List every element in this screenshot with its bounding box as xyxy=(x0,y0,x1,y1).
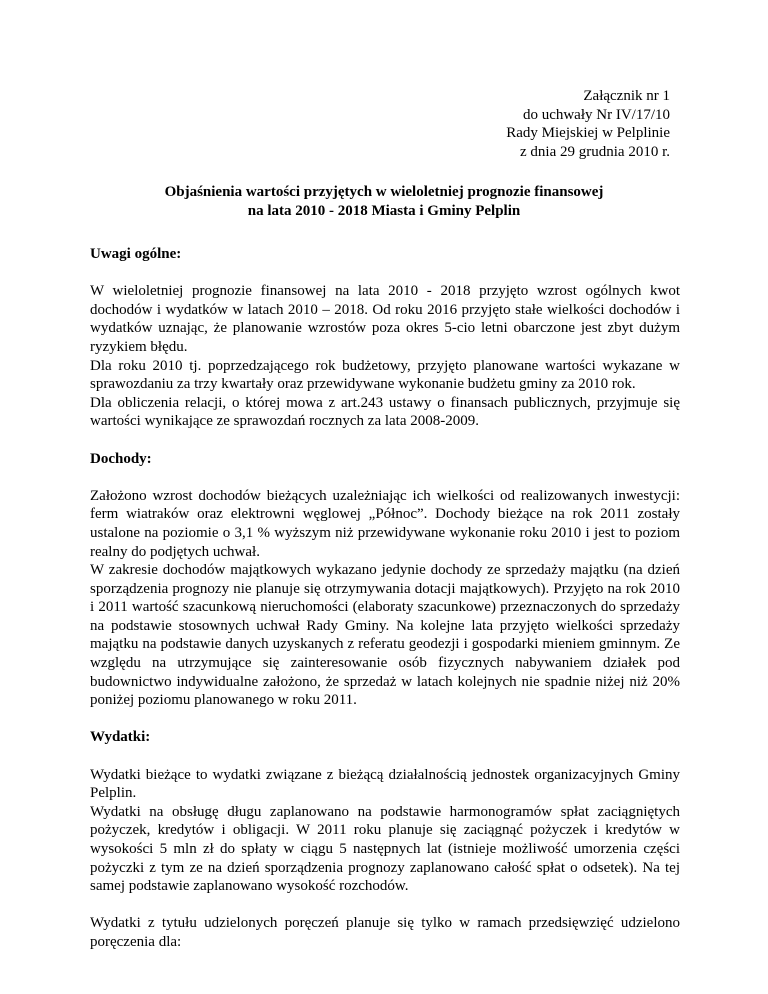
spacer xyxy=(90,468,680,487)
spacer xyxy=(90,710,680,729)
section-expenditures xyxy=(90,728,680,951)
paragraph: Dla obliczenia relacji, o której mowa z art.243 ustawy o finansach publicznych, przyjmuje się wartości wynikające ze sprawozdań rocznych za lata 2008-2009. xyxy=(90,394,680,430)
section-income xyxy=(90,450,680,710)
council-name: Rady Miejskiej w Pelplinie xyxy=(506,125,670,142)
paragraph: Wydatki bieżące to wydatki związane z bieżącą działalnością jednostek organizacyjnych Gminy Pelplin. xyxy=(90,766,680,802)
attachment-header xyxy=(506,87,670,161)
document-body xyxy=(90,245,680,952)
title-line-2: na lata 2010 - 2018 Miasta i Gminy Pelplin xyxy=(247,202,521,219)
section-heading: Wydatki: xyxy=(90,729,151,746)
spacer xyxy=(90,431,680,450)
attachment-number: Załącznik nr 1 xyxy=(583,88,670,104)
resolution-date: z dnia 29 grudnia 2010 r. xyxy=(520,143,670,160)
section-heading: Uwagi ogólne: xyxy=(90,246,182,262)
spacer xyxy=(90,896,680,915)
paragraph: W zakresie dochodów majątkowych wykazano jedynie dochody ze sprzedaży majątku (na dzień sporządzenia prognozy nie planuje się otrzymywania dotacji majątkowych). Przyjęto na rok 2010 i 2011 wartość szacunkową nieruchomości (elaboraty szacunkowe) przeznaczonych do sprzedaży na podstawie stosownych uchwał Rady Gminy. Na kolejne lata przyjęto wielkości sprzedaży majątku na podstawie danych uzyskanych z referatu geodezji i gospodarki mieniem gminnym. Ze względu na utrzymujące się zainteresowanie osób fizycznych nabywaniem działek pod budownictwo indywidualne założono, że sprzedaż w latach kolejnych nie spadnie niżej niż 20% poniżej poziomu planowanego w roku 2011. xyxy=(90,562,680,709)
paragraph: Założono wzrost dochodów bieżących uzależniając ich wielkości od realizowanych inwestycji: ferm wiatraków oraz elektrowni węglowej „Północ”. Dochody bieżące na rok 2011 zostały ustalone na poziomie o 3,1 % wyższym niż przewidywane wykonanie roku 2010 i jest to poziom realny do podjętych uchwał. xyxy=(90,487,680,560)
paragraph: Dla roku 2010 tj. poprzedzającego rok budżetowy, przyjęto planowane wartości wykazane w sprawozdaniu za trzy kwartały oraz przewidywane wykonanie budżetu gminy za 2010 rok. xyxy=(90,357,680,393)
spacer xyxy=(90,747,680,766)
paragraph: Wydatki z tytułu udzielonych poręczeń planuje się tylko w ramach przedsięwzięć udzielono poręczenia dla: xyxy=(90,915,680,950)
paragraph: W wieloletniej prognozie finansowej na lata 2010 - 2018 przyjęto wzrost ogólnych kwot dochodów i wydatków w latach 2010 – 2018. Od roku 2016 przyjęto stałe wielkości dochodów i wydatków uznając, że planowanie wzrostów poza okres 5-cio letni obarczone jest zbyt dużym ryzykiem błędu. xyxy=(90,283,680,355)
section-heading: Dochody: xyxy=(90,450,152,467)
paragraph: Wydatki na obsługę długu zaplanowano na podstawie harmonogramów spłat zaciągniętych pożyczek, kredytów i obligacji. W 2011 roku planuje się zaciągnąć pożyczek i kredytów w wysokości 5 mln zł do spłaty w ciągu 5 następnych lat (istnieje możliwość umorzenia części pożyczki z tym ze na dzień sporządzenia prognozy zaplanowano całość spłat o odsetek). Na tej samej podstawie zaplanowano wysokość rozchodów. xyxy=(90,803,680,895)
document-title xyxy=(0,183,768,220)
section-general-remarks xyxy=(90,245,680,431)
spacer xyxy=(90,264,680,283)
title-line-1: Objaśnienia wartości przyjętych w wieloletniej prognozie finansowej xyxy=(164,184,604,200)
resolution-number: do uchwały Nr IV/17/10 xyxy=(522,106,670,123)
